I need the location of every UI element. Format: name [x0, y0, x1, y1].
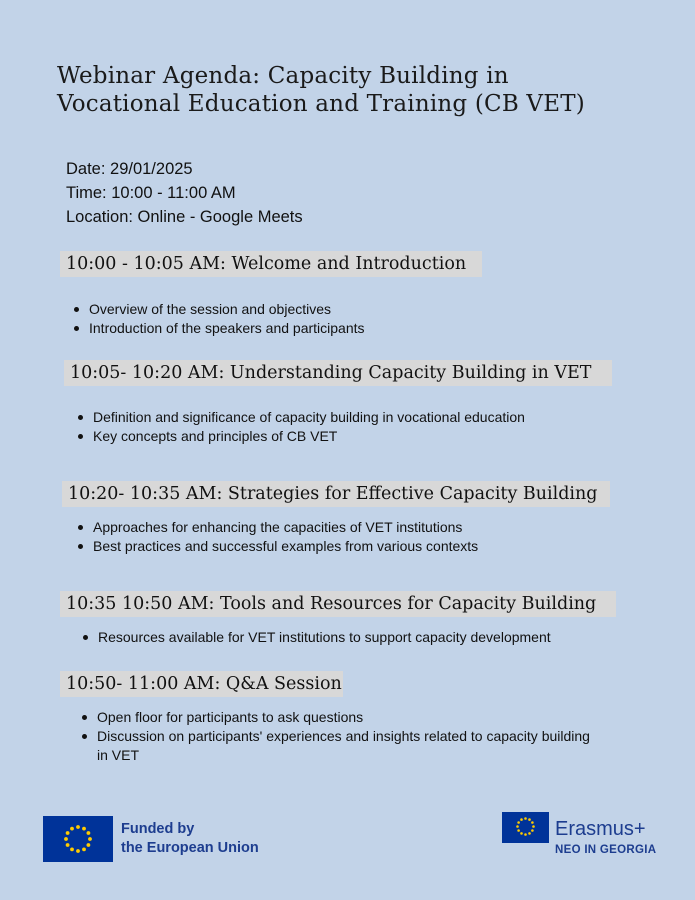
list-item: Key concepts and principles of CB VET [93, 427, 653, 446]
page-title [57, 62, 657, 118]
list-item: Definition and significance of capacity building in vocational education [93, 408, 653, 427]
eu-line-2: the European Union [121, 840, 259, 856]
event-location: Location: Online - Google Meets [66, 208, 303, 226]
eu-line-1: Funded by [121, 821, 195, 837]
section-heading-welcome: 10:00 - 10:05 AM: Welcome and Introduction [60, 251, 482, 277]
list-item: Introduction of the speakers and participants [89, 319, 649, 338]
title-line-2: Vocational Education and Training (CB VET) [57, 91, 585, 117]
list-item: Resources available for VET institutions to support capacity development [98, 628, 658, 647]
section-bullets-understanding [93, 408, 653, 446]
section-bullets-qa [97, 708, 597, 765]
event-time: Time: 10:00 - 11:00 AM [66, 184, 236, 202]
list-item: Best practices and successful examples from various contexts [93, 537, 653, 556]
section-bullets-strategies [93, 518, 653, 556]
title-line-1: Webinar Agenda: Capacity Building in [57, 63, 509, 89]
eu-flag-icon [43, 816, 113, 862]
list-item: Open floor for participants to ask questions [97, 708, 597, 727]
section-bullets-tools [98, 628, 658, 647]
section-heading-understanding: 10:05- 10:20 AM: Understanding Capacity Building in VET [64, 360, 612, 386]
event-details [66, 157, 303, 229]
list-item: Overview of the session and objectives [89, 300, 649, 319]
erasmus-logo-text: Erasmus+ [555, 818, 646, 840]
section-heading-tools: 10:35 10:50 AM: Tools and Resources for Capacity Building [60, 591, 616, 617]
list-item: Approaches for enhancing the capacities of VET institutions [93, 518, 653, 537]
erasmus-subtitle: NEO IN GEORGIA [555, 844, 657, 856]
section-bullets-welcome [89, 300, 649, 338]
erasmus-flag-icon [502, 812, 549, 843]
eu-funding-label [121, 820, 259, 858]
list-item: Discussion on participants' experiences and insights related to capacity building in VET [97, 727, 597, 765]
section-heading-qa: 10:50- 11:00 AM: Q&A Session [60, 671, 343, 697]
event-date: Date: 29/01/2025 [66, 160, 193, 178]
section-heading-strategies: 10:20- 10:35 AM: Strategies for Effective Capacity Building [62, 481, 610, 507]
